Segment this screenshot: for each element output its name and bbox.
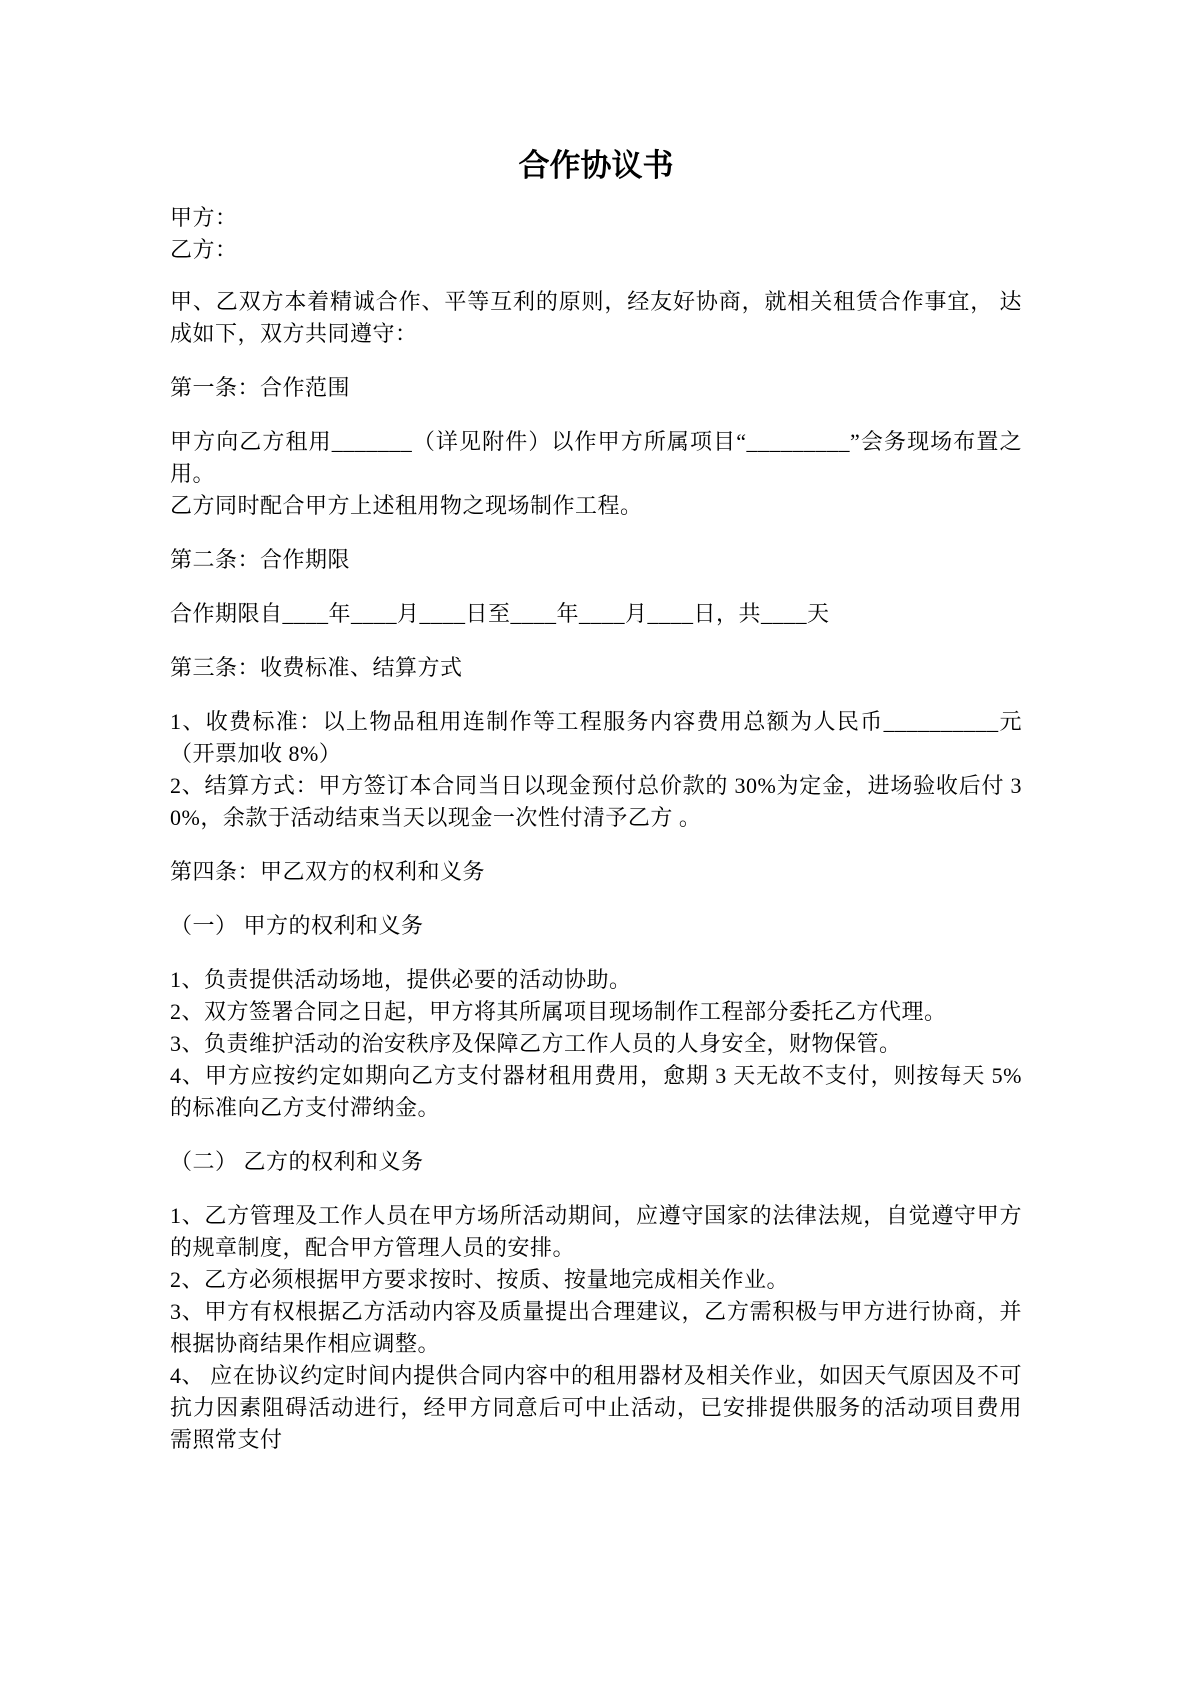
clause-3-heading: 第三条：收费标准、结算方式 (170, 655, 463, 680)
clause-3-item-2: 2、结算方式：甲方签订本合同当日以现金预付总价款的 30%为定金，进场验收后付 30%，余款于活动结束当天以现金一次性付清予乙方 。 (170, 773, 1022, 830)
clause-4-sub-1-item-3: 3、负责维护活动的治安秩序及保障乙方工作人员的人身安全，财物保管。 (170, 1031, 902, 1056)
clause-4-sub-1-heading: （一） 甲方的权利和义务 (170, 913, 424, 938)
contract-title: 合作协议书 (518, 148, 674, 183)
party-b-line: 乙方： (170, 237, 238, 262)
clause-2-text: 合作期限自____年____月____日至____年____月____日，共____天 (170, 601, 830, 626)
clause-1-text-2: 乙方同时配合甲方上述租用物之现场制作工程。 (170, 493, 643, 518)
clause-4-sub-1-item-4: 4、甲方应按约定如期向乙方支付器材租用费用，愈期 3 天无故不支付，则按每天 5%的标准向乙方支付滞纳金。 (170, 1063, 1022, 1120)
clause-4-sub-1-item-2: 2、双方签署合同之日起，甲方将其所属项目现场制作工程部分委托乙方代理。 (170, 999, 947, 1024)
clause-4-sub-2-heading: （二） 乙方的权利和义务 (170, 1149, 424, 1174)
clause-1-heading: 第一条：合作范围 (170, 375, 351, 400)
clause-4-heading: 第四条：甲乙双方的权利和义务 (170, 859, 486, 884)
party-a-line: 甲方： (170, 205, 238, 230)
clause-4-sub-2-item-3: 3、甲方有权根据乙方活动内容及质量提出合理建议，乙方需积极与甲方进行协商，并 根据协商结果作相应调整。 (170, 1299, 1022, 1356)
preamble: 甲、乙双方本着精诚合作、平等互利的原则，经友好协商，就相关租赁合作事宜， 达成如下，双方共同遵守： (170, 289, 1022, 346)
clause-4-sub-1-item-1: 1、负责提供活动场地，提供必要的活动协助。 (170, 967, 632, 992)
clause-4-sub-2-item-1: 1、乙方管理及工作人员在甲方场所活动期间，应遵守国家的法律法规，自觉遵守甲方 的规章制度，配合甲方管理人员的安排。 (170, 1203, 1022, 1260)
clause-3-item-1: 1、收费标准：以上物品租用连制作等工程服务内容费用总额为人民币__________元 （开票加收 8%） (170, 709, 1022, 766)
clause-4-sub-2-item-2: 2、乙方必须根据甲方要求按时、按质、按量地完成相关作业。 (170, 1267, 790, 1292)
clause-1-text-1: 甲方向乙方租用_______（详见附件）以作甲方所属项目“_________”会务现场布置之用。 (170, 429, 1022, 486)
clause-2-heading: 第二条：合作期限 (170, 547, 351, 572)
clause-4-sub-2-item-4: 4、 应在协议约定时间内提供合同内容中的租用器材及相关作业，如因天气原因及不可抗力因素阻碍活动进行，经甲方同意后可中止活动，已安排提供服务的活动项目费用需照常支付 (170, 1363, 1022, 1452)
